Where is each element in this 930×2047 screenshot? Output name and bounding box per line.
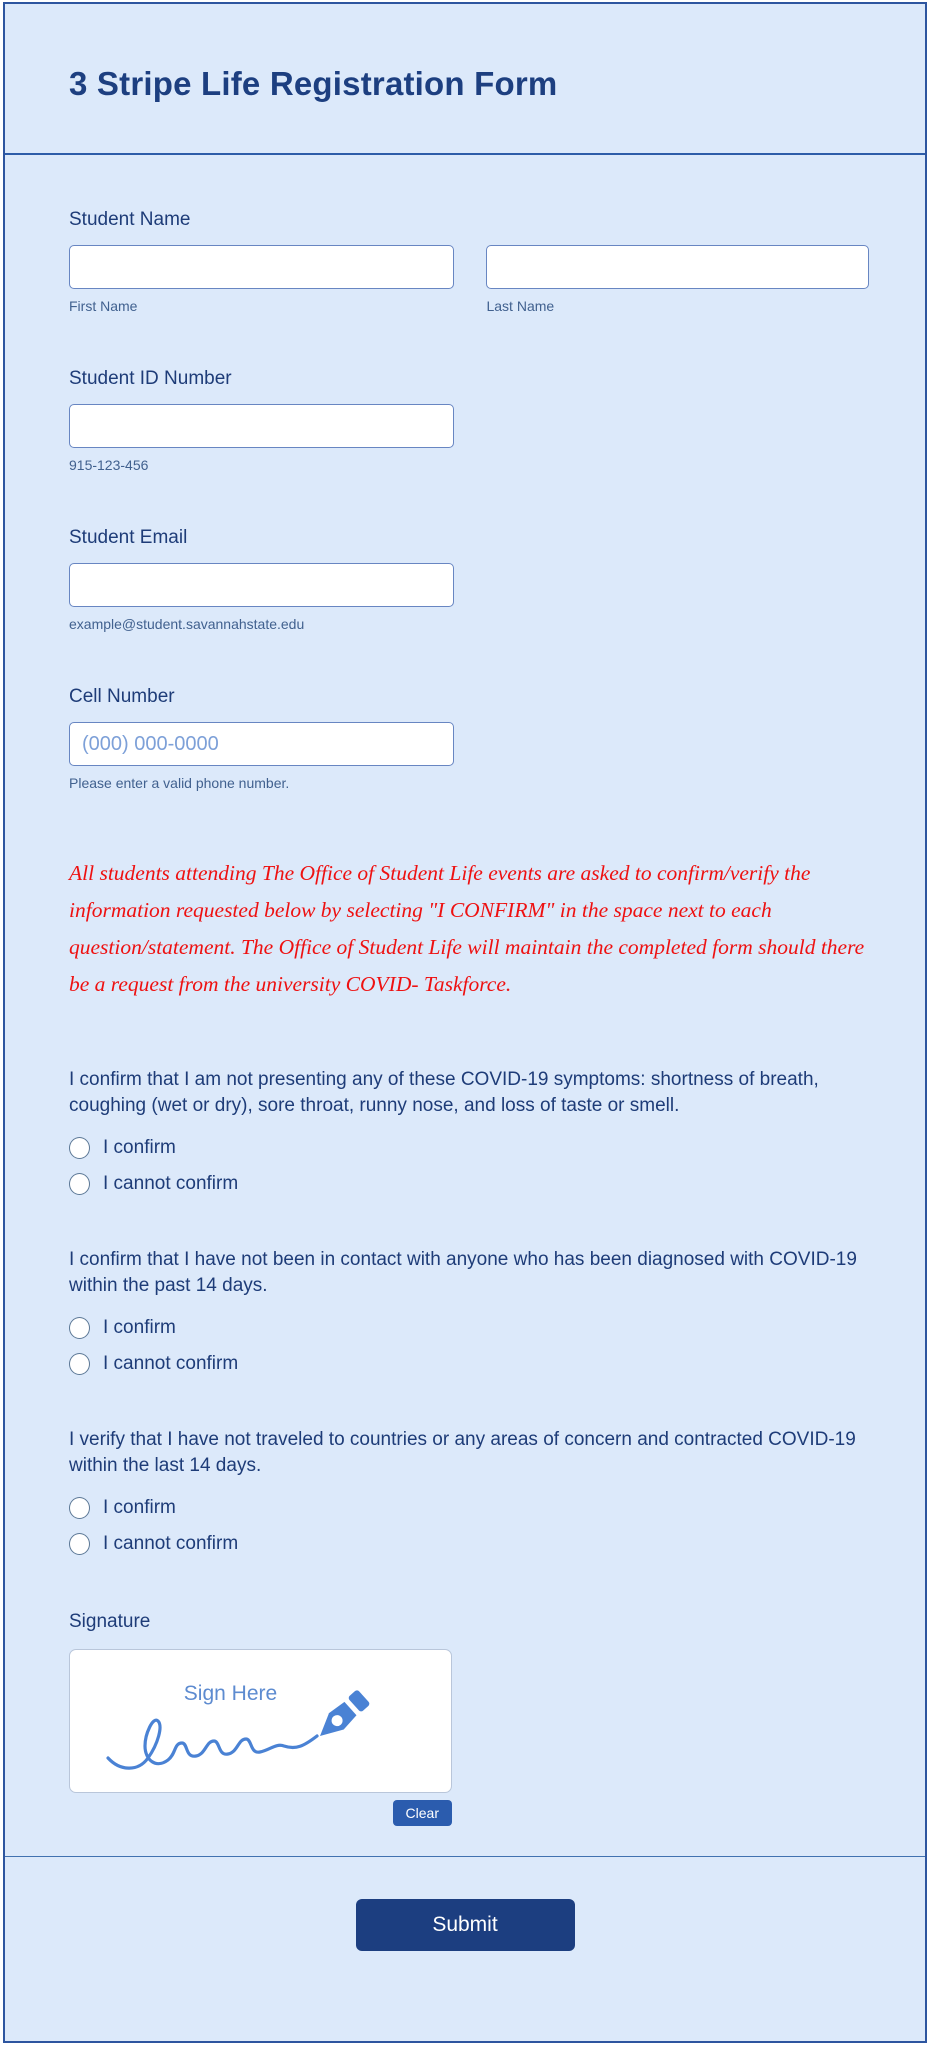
first-name-input[interactable] (69, 245, 454, 289)
radio-button[interactable] (69, 1353, 90, 1375)
radio-button[interactable] (69, 1533, 90, 1555)
radio-label: I cannot confirm (103, 1353, 239, 1374)
student-id-sublabel: 915-123-456 (69, 457, 149, 473)
radio-button[interactable] (69, 1137, 90, 1159)
form-body (5, 209, 925, 1826)
radio-label: I confirm (103, 1317, 176, 1338)
radio-button[interactable] (69, 1317, 90, 1339)
question1-option-cannot-confirm[interactable] (69, 1173, 238, 1195)
cell-number-input[interactable] (69, 722, 454, 766)
cell-number-section (69, 686, 869, 791)
form-header (5, 4, 925, 155)
student-id-label: Student ID Number (69, 368, 232, 389)
student-email-sublabel: example@student.savannahstate.edu (69, 616, 305, 632)
radio-button[interactable] (69, 1497, 90, 1519)
student-email-input[interactable] (69, 563, 454, 607)
form-footer (5, 1856, 925, 2001)
submit-button[interactable]: Submit (356, 1899, 575, 1951)
question-contact (69, 1247, 869, 1375)
student-id-section (69, 368, 869, 473)
radio-button[interactable] (69, 1173, 90, 1195)
question2-option-cannot-confirm[interactable] (69, 1353, 238, 1375)
form-card (3, 2, 927, 2043)
cell-number-hint: Please enter a valid phone number. (69, 775, 290, 791)
signature-label: Signature (69, 1611, 151, 1632)
radio-label: I confirm (103, 1137, 176, 1158)
radio-label: I cannot confirm (103, 1173, 239, 1194)
student-name-section (69, 209, 869, 314)
student-id-input[interactable] (69, 404, 454, 448)
student-email-label: Student Email (69, 527, 188, 548)
student-name-label: Student Name (69, 209, 191, 230)
clear-signature-button[interactable]: Clear (393, 1800, 452, 1826)
question3-option-cannot-confirm[interactable] (69, 1533, 238, 1555)
student-email-section (69, 527, 869, 632)
page-title: 3 Stripe Life Registration Form (69, 64, 558, 102)
first-name-sublabel: First Name (69, 298, 138, 314)
question-text: I confirm that I am not presenting any of these COVID-19 symptoms: shortness of breath, coughing (wet or dry), sore throat, runny nose, and loss of taste or smell. (69, 1069, 819, 1116)
question-text: I verify that I have not traveled to countries or any areas of concern and contracted COVID-19 within the last 14 days. (69, 1429, 856, 1476)
question1-option-confirm[interactable] (69, 1137, 176, 1159)
question-text: I confirm that I have not been in contact with anyone who has been diagnosed with COVID-19 within the past 14 days. (69, 1249, 857, 1296)
sign-here-placeholder: Sign Here (183, 1682, 278, 1705)
radio-label: I cannot confirm (103, 1533, 239, 1554)
question-symptoms (69, 1067, 869, 1195)
last-name-sublabel: Last Name (486, 298, 555, 314)
question3-option-confirm[interactable] (69, 1497, 176, 1519)
question2-option-confirm[interactable] (69, 1317, 176, 1339)
radio-label: I confirm (103, 1497, 176, 1518)
question-travel (69, 1427, 869, 1555)
cell-number-label: Cell Number (69, 686, 175, 707)
covid-notice-text: All students attending The Office of Student Life events are asked to confirm/verify the information requested below by selecting "I CONFIRM" in the space next to each question/statement. The Office of Student Life will maintain the completed form should there be a request from the university COVID- Taskforce. (69, 861, 865, 996)
last-name-input[interactable] (486, 245, 869, 289)
signature-squiggle (70, 1650, 452, 1793)
signature-section (69, 1611, 452, 1826)
signature-pad[interactable] (69, 1649, 452, 1793)
